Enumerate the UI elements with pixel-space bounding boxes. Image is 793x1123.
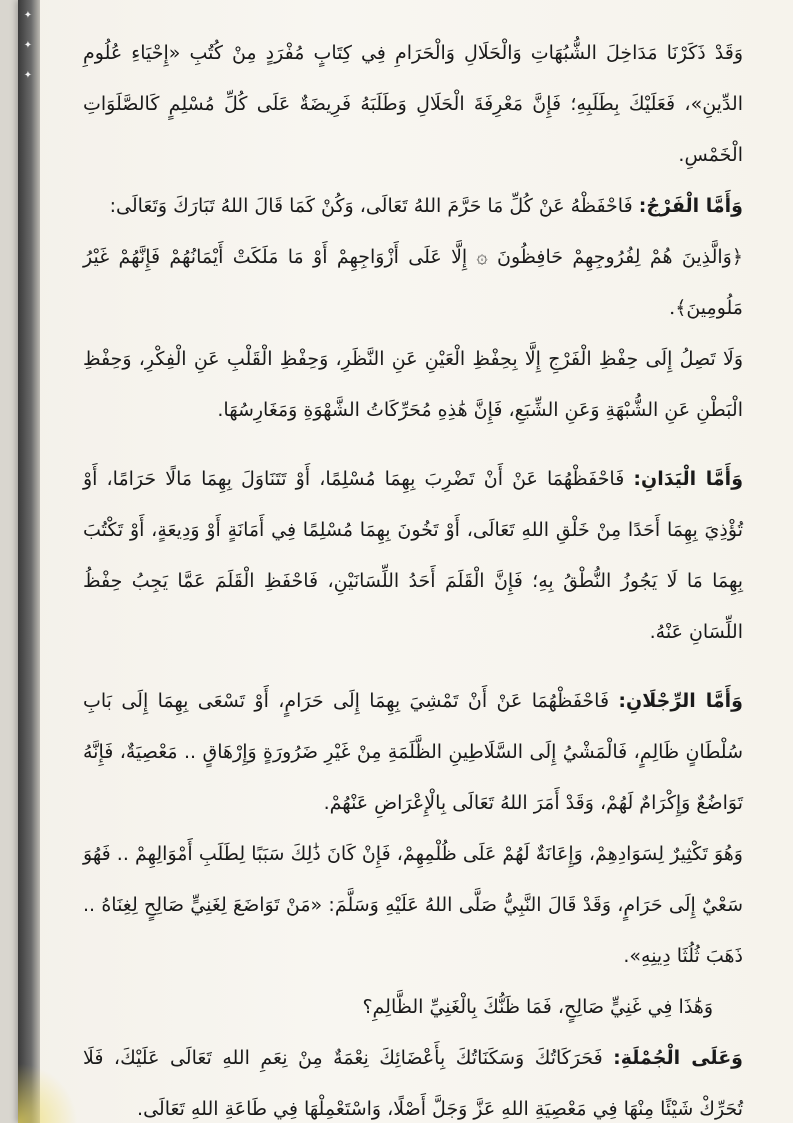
paragraph-feet <box>83 676 743 829</box>
paragraph-hands <box>83 454 743 658</box>
paragraph-conclusion <box>83 1033 743 1123</box>
paragraph-text: وَلَا تَصِلُ إِلَى حِفْظِ الْفَرْجِ إِلَّا بِحِفْظِ الْعَيْنِ عَنِ النَّظَرِ، وَحِفْظِ الْقَلْبِ عَنِ الْفِكْرِ، وَحِفْظِ الْبَطْنِ عَنِ الشُّبْهَةِ وَعَنِ الشِّبَعِ، فَإِنَّ هَٰذِهِ مُحَرِّكَاتُ الشَّهْوَةِ وَمَغَارِسُهَا. <box>83 348 743 421</box>
paragraph-intro <box>83 28 743 181</box>
section-lead: وَأَمَّا الْيَدَانِ: <box>633 468 743 490</box>
paragraph-text: فَحَرَكَاتُكَ وَسَكَنَاتُكَ بِأَعْضَائِكَ نِعْمَةٌ مِنْ نِعَمِ اللهِ تَعَالَى عَلَيْكَ، فَلَا تُحَرِّكْ شَيْئًا مِنْهَا فِي مَعْصِيَةِ اللهِ عَزَّ وَجَلَّ أَصْلًا، وَاسْتَعْمِلْهَا فِي طَاعَةِ اللهِ تَعَالَى. <box>83 1047 743 1120</box>
paragraph-gap <box>83 658 743 676</box>
scanner-edge <box>18 0 40 1123</box>
paragraph-text: فَاحْفَظْهُمَا عَنْ أَنْ تَضْرِبَ بِهِمَا مُسْلِمًا، أَوْ تَتَنَاوَلَ بِهِمَا مَالًا حَرَامًا، أَوْ تُؤْذِيَ بِهِمَا أَحَدًا مِنْ خَلْقِ اللهِ تَعَالَى، أَوْ تَخُونَ بِهِمَا مُسْلِمًا فِي أَمَانَةٍ أَوْ وَدِيعَةٍ، أَوْ تَكْتُبَ بِهِمَا مَا لَا يَجُوزُ النُّطْقُ بِهِ؛ فَإِنَّ الْقَلَمَ أَحَدُ اللِّسَانَيْنِ، فَاحْفَظِ الْقَلَمَ عَمَّا يَجِبُ حِفْظُ اللِّسَانِ عَنْهُ. <box>83 468 743 643</box>
section-lead: وَأَمَّا الْفَرْجُ: <box>638 195 743 217</box>
edge-mark-icon: ✦ <box>23 70 33 81</box>
highlight-stain <box>18 1063 78 1123</box>
edge-mark-icon: ✦ <box>23 10 33 21</box>
section-lead: وَعَلَى الْجُمْلَةِ: <box>613 1047 743 1069</box>
paragraph-text: وَهُوَ تَكْثِيرٌ لِسَوَادِهِمْ، وَإِعَانَةٌ لَهُمْ عَلَى ظُلْمِهِمْ، فَإِنْ كَانَ ذَٰلِكَ سَبَبًا لِطَلَبِ أَمْوَالِهِمْ .. فَهُوَ سَعْيٌ إِلَى حَرَامٍ، وَقَدْ قَالَ النَّبِيُّ صَلَّى اللهُ عَلَيْهِ وَسَلَّمَ: «مَنْ تَوَاضَعَ لِغَنِيٍّ صَالِحٍ لِغِنَاهُ .. ذَهَبَ ثُلُثَا دِينِهِ». <box>83 843 743 967</box>
page-text <box>83 28 743 1123</box>
paragraph-text: وَقَدْ ذَكَرْنَا مَدَاخِلَ الشُّبُهَاتِ وَالْحَلَالِ وَالْحَرَامِ فِي كِتَابٍ مُفْرَدٍ مِنْ كُتُبِ «إِحْيَاءِ عُلُومِ الدِّينِ»، فَعَلَيْكَ بِطَلَبِهِ؛ فَإِنَّ مَعْرِفَةَ الْحَلَالِ وَطَلَبَهُ فَرِيضَةٌ عَلَى كُلِّ مُسْلِمٍ كَالصَّلَوَاتِ الْخَمْسِ. <box>83 42 743 166</box>
paragraph-gap <box>83 436 743 454</box>
edge-mark-icon: ✦ <box>23 40 33 51</box>
section-lead: وَأَمَّا الرِّجْلَانِ: <box>618 690 743 712</box>
verse-text: ﴿وَالَّذِينَ هُمْ لِفُرُوجِهِمْ حَافِظُونَ ۞ إِلَّا عَلَى أَزْوَاجِهِمْ أَوْ مَا مَلَكَتْ أَيْمَانُهُمْ فَإِنَّهُمْ غَيْرُ مَلُومِينَ﴾. <box>83 246 743 319</box>
book-page <box>18 0 793 1123</box>
paragraph-text: فَاحْفَظْهُمَا عَنْ أَنْ تَمْشِيَ بِهِمَا إِلَى حَرَامٍ، أَوْ تَسْعَى بِهِمَا إِلَى بَابِ سُلْطَانٍ ظَالِمٍ، فَالْمَشْيُ إِلَى السَّلَاطِينِ الظَّلَمَةِ مِنْ غَيْرِ ضَرُورَةٍ وَإِرْهَاقٍ .. مَعْصِيَةٌ، فَإِنَّهُ تَوَاضُعٌ وَإِكْرَامٌ لَهُمْ، وَقَدْ أَمَرَ اللهُ تَعَالَى بِالْإِعْرَاضِ عَنْهُمْ. <box>83 690 743 814</box>
paragraph-private-parts <box>83 181 743 232</box>
paragraph-question <box>83 982 743 1033</box>
paragraph-guarding <box>83 334 743 436</box>
quran-verse <box>83 232 743 334</box>
paragraph-hadith <box>83 829 743 982</box>
paragraph-text: وَهَٰذَا فِي غَنِيٍّ صَالِحٍ، فَمَا ظَنُّكَ بِالْغَنِيِّ الظَّالِمِ؟ <box>362 996 713 1018</box>
paragraph-text: فَاحْفَظْهُ عَنْ كُلِّ مَا حَرَّمَ اللهُ تَعَالَى، وَكُنْ كَمَا قَالَ اللهُ تَبَارَكَ وَتَعَالَى: <box>109 195 639 217</box>
